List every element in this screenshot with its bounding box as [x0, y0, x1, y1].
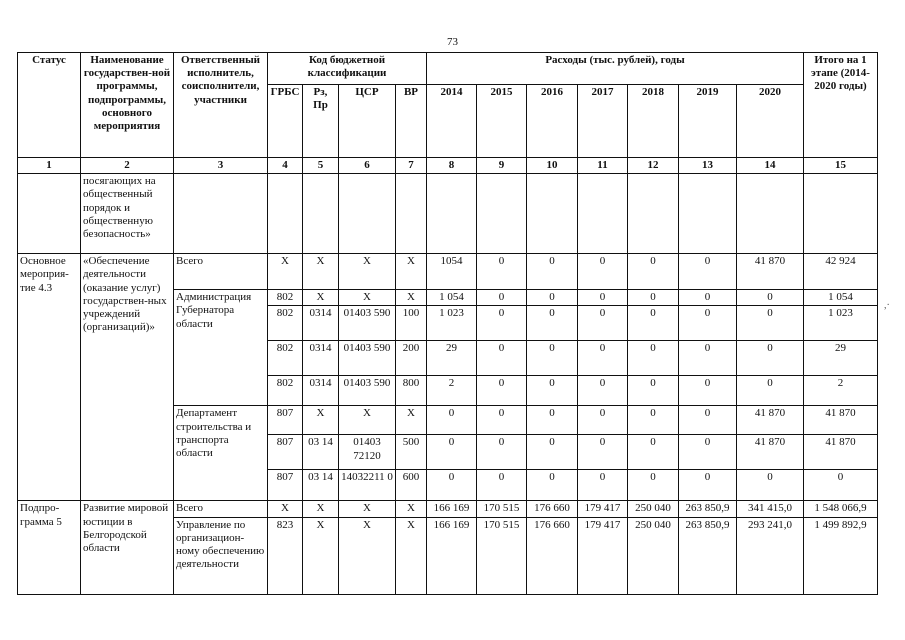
value-cell: 263 850,9 — [679, 501, 737, 517]
csr-cell: 01403 590 — [339, 341, 396, 376]
status-cell: Подпро-грамма 5 — [18, 501, 81, 594]
rzpr-cell: Х — [303, 254, 339, 290]
value-cell: 0 — [679, 254, 737, 290]
value-cell: 0 — [679, 406, 737, 435]
value-cell: 0 — [527, 254, 578, 290]
vr-cell: 800 — [396, 376, 427, 406]
rzpr-cell: 0314 — [303, 306, 339, 341]
rzpr-cell: Х — [303, 501, 339, 517]
status-cell: Основное мероприя-тие 4.3 — [18, 254, 81, 501]
vr-cell: 200 — [396, 341, 427, 376]
value-cell: 0 — [679, 435, 737, 470]
column-number: 2 — [81, 158, 174, 174]
value-cell: 179 417 — [578, 501, 628, 517]
budget-table — [17, 52, 878, 595]
vr-cell: Х — [396, 517, 427, 594]
column-number: 1 — [18, 158, 81, 174]
grbs-cell: Х — [268, 501, 303, 517]
value-cell: 0 — [737, 376, 804, 406]
rzpr-cell: 03 14 — [303, 435, 339, 470]
executor-cell: Администрация Губернатора области — [174, 290, 268, 406]
column-number: 6 — [339, 158, 396, 174]
value-cell: 0 — [628, 341, 679, 376]
value-cell: 1 023 — [427, 306, 477, 341]
total-cell: 41 870 — [804, 406, 878, 435]
header-year: 2017 — [578, 85, 628, 158]
column-number: 11 — [578, 158, 628, 174]
rzpr-cell: 03 14 — [303, 470, 339, 501]
column-number: 10 — [527, 158, 578, 174]
column-number: 9 — [477, 158, 527, 174]
header-name: Наименование государствен-ной программы, подпрограммы, основного мероприятия — [81, 53, 174, 158]
value-cell: 0 — [628, 290, 679, 306]
value-cell: 0 — [679, 470, 737, 501]
csr-cell: 01403 590 — [339, 306, 396, 341]
vr-cell: 500 — [396, 435, 427, 470]
name-cell: «Обеспечение деятельности (оказание услуг) государствен-ных учреждений (организаций)» — [81, 254, 174, 501]
grbs-cell: 807 — [268, 470, 303, 501]
header-budget-code: Код бюджетной классификации — [268, 53, 427, 85]
grbs-cell: 823 — [268, 517, 303, 594]
value-cell: 0 — [477, 254, 527, 290]
value-cell: 0 — [477, 470, 527, 501]
column-number: 8 — [427, 158, 477, 174]
header-year: 2014 — [427, 85, 477, 158]
column-number: 4 — [268, 158, 303, 174]
value-cell: 0 — [477, 435, 527, 470]
column-number: 5 — [303, 158, 339, 174]
value-cell: 41 870 — [737, 254, 804, 290]
grbs-cell: 802 — [268, 306, 303, 341]
value-cell: 0 — [628, 470, 679, 501]
value-cell: 0 — [628, 406, 679, 435]
value-cell: 263 850,9 — [679, 517, 737, 594]
value-cell: 2 — [427, 376, 477, 406]
value-cell: 0 — [527, 376, 578, 406]
value-cell: 0 — [527, 435, 578, 470]
total-cell: 1 548 066,9 — [804, 501, 878, 517]
header-year: 2015 — [477, 85, 527, 158]
grbs-cell: Х — [268, 254, 303, 290]
value-cell: 0 — [477, 406, 527, 435]
total-cell: 42 924 — [804, 254, 878, 290]
value-cell: 0 — [477, 341, 527, 376]
vr-cell: Х — [396, 406, 427, 435]
value-cell: 0 — [578, 435, 628, 470]
value-cell: 0 — [737, 290, 804, 306]
grbs-cell: 807 — [268, 406, 303, 435]
column-numbers-row — [18, 158, 878, 174]
value-cell: 0 — [737, 306, 804, 341]
value-cell: 341 415,0 — [737, 501, 804, 517]
value-cell: 0 — [477, 290, 527, 306]
value-cell: 170 515 — [477, 517, 527, 594]
csr-cell: Х — [339, 254, 396, 290]
total-cell: 0 — [804, 470, 878, 501]
table-row — [18, 254, 878, 290]
value-cell: 0 — [427, 435, 477, 470]
value-cell: 0 — [578, 290, 628, 306]
total-cell: 29 — [804, 341, 878, 376]
continuation-row — [18, 174, 878, 254]
grbs-cell: 802 — [268, 290, 303, 306]
rzpr-cell: Х — [303, 406, 339, 435]
value-cell: 0 — [737, 470, 804, 501]
table-row — [18, 501, 878, 517]
value-cell: 166 169 — [427, 501, 477, 517]
header-executor: Ответственный исполнитель, соисполнители, участники — [174, 53, 268, 158]
total-cell: 1 054 — [804, 290, 878, 306]
value-cell: 0 — [527, 290, 578, 306]
vr-cell: 100 — [396, 306, 427, 341]
grbs-cell: 802 — [268, 376, 303, 406]
value-cell: 166 169 — [427, 517, 477, 594]
header-year: 2016 — [527, 85, 578, 158]
rzpr-cell: 0314 — [303, 376, 339, 406]
header-rzpr: Рз, Пр — [303, 85, 339, 158]
value-cell: 0 — [628, 306, 679, 341]
header-grbs: ГРБС — [268, 85, 303, 158]
total-cell: 1 499 892,9 — [804, 517, 878, 594]
header-vr: ВР — [396, 85, 427, 158]
value-cell: 0 — [527, 406, 578, 435]
header-total: Итого на 1 этапе (2014-2020 годы) — [804, 53, 878, 158]
grbs-cell: 802 — [268, 341, 303, 376]
executor-cell: Всего — [174, 254, 268, 290]
value-cell: 0 — [578, 406, 628, 435]
value-cell: 176 660 — [527, 517, 578, 594]
value-cell: 293 241,0 — [737, 517, 804, 594]
value-cell: 0 — [477, 306, 527, 341]
value-cell: 0 — [679, 290, 737, 306]
value-cell: 0 — [679, 306, 737, 341]
value-cell: 250 040 — [628, 517, 679, 594]
csr-cell: Х — [339, 406, 396, 435]
rzpr-cell: 0314 — [303, 341, 339, 376]
value-cell: 29 — [427, 341, 477, 376]
value-cell: 0 — [527, 306, 578, 341]
margin-mark: ,· — [884, 300, 890, 311]
grbs-cell: 807 — [268, 435, 303, 470]
rzpr-cell: Х — [303, 290, 339, 306]
header-expenses: Расходы (тыс. рублей), годы — [427, 53, 804, 85]
executor-cell: Департамент строительства и транспорта области — [174, 406, 268, 501]
header-year: 2020 — [737, 85, 804, 158]
name-cell: Развитие мировой юстиции в Белгородской области — [81, 501, 174, 594]
csr-cell: Х — [339, 517, 396, 594]
value-cell: 0 — [679, 341, 737, 376]
value-cell: 0 — [427, 406, 477, 435]
value-cell: 0 — [578, 254, 628, 290]
value-cell: 0 — [628, 254, 679, 290]
rzpr-cell: Х — [303, 517, 339, 594]
continuation-text: посягающих на общественный порядок и общественную безопасность» — [81, 174, 174, 254]
value-cell: 176 660 — [527, 501, 578, 517]
value-cell: 250 040 — [628, 501, 679, 517]
header-year: 2019 — [679, 85, 737, 158]
value-cell: 0 — [737, 341, 804, 376]
value-cell: 0 — [628, 435, 679, 470]
executor-cell: Управление по организацион-ному обеспечению деятельности — [174, 517, 268, 594]
csr-cell: Х — [339, 501, 396, 517]
column-number: 3 — [174, 158, 268, 174]
value-cell: 0 — [427, 470, 477, 501]
value-cell: 0 — [578, 306, 628, 341]
value-cell: 170 515 — [477, 501, 527, 517]
value-cell: 0 — [679, 376, 737, 406]
value-cell: 179 417 — [578, 517, 628, 594]
value-cell: 41 870 — [737, 435, 804, 470]
vr-cell: Х — [396, 501, 427, 517]
total-cell: 1 023 — [804, 306, 878, 341]
value-cell: 1 054 — [427, 290, 477, 306]
value-cell: 0 — [527, 341, 578, 376]
column-number: 12 — [628, 158, 679, 174]
value-cell: 0 — [578, 341, 628, 376]
value-cell: 0 — [578, 470, 628, 501]
csr-cell: 14032211 0 — [339, 470, 396, 501]
page-number: 73 — [447, 36, 458, 48]
header-csr: ЦСР — [339, 85, 396, 158]
column-number: 15 — [804, 158, 878, 174]
header-year: 2018 — [628, 85, 679, 158]
total-cell: 41 870 — [804, 435, 878, 470]
value-cell: 0 — [628, 376, 679, 406]
value-cell: 0 — [527, 470, 578, 501]
value-cell: 0 — [578, 376, 628, 406]
vr-cell: 600 — [396, 470, 427, 501]
column-number: 14 — [737, 158, 804, 174]
csr-cell: 01403 72120 — [339, 435, 396, 470]
header-status: Статус — [18, 53, 81, 158]
executor-cell: Всего — [174, 501, 268, 517]
value-cell: 41 870 — [737, 406, 804, 435]
vr-cell: Х — [396, 290, 427, 306]
total-cell: 2 — [804, 376, 878, 406]
csr-cell: 01403 590 — [339, 376, 396, 406]
column-number: 7 — [396, 158, 427, 174]
value-cell: 1054 — [427, 254, 477, 290]
vr-cell: Х — [396, 254, 427, 290]
csr-cell: Х — [339, 290, 396, 306]
value-cell: 0 — [477, 376, 527, 406]
column-number: 13 — [679, 158, 737, 174]
